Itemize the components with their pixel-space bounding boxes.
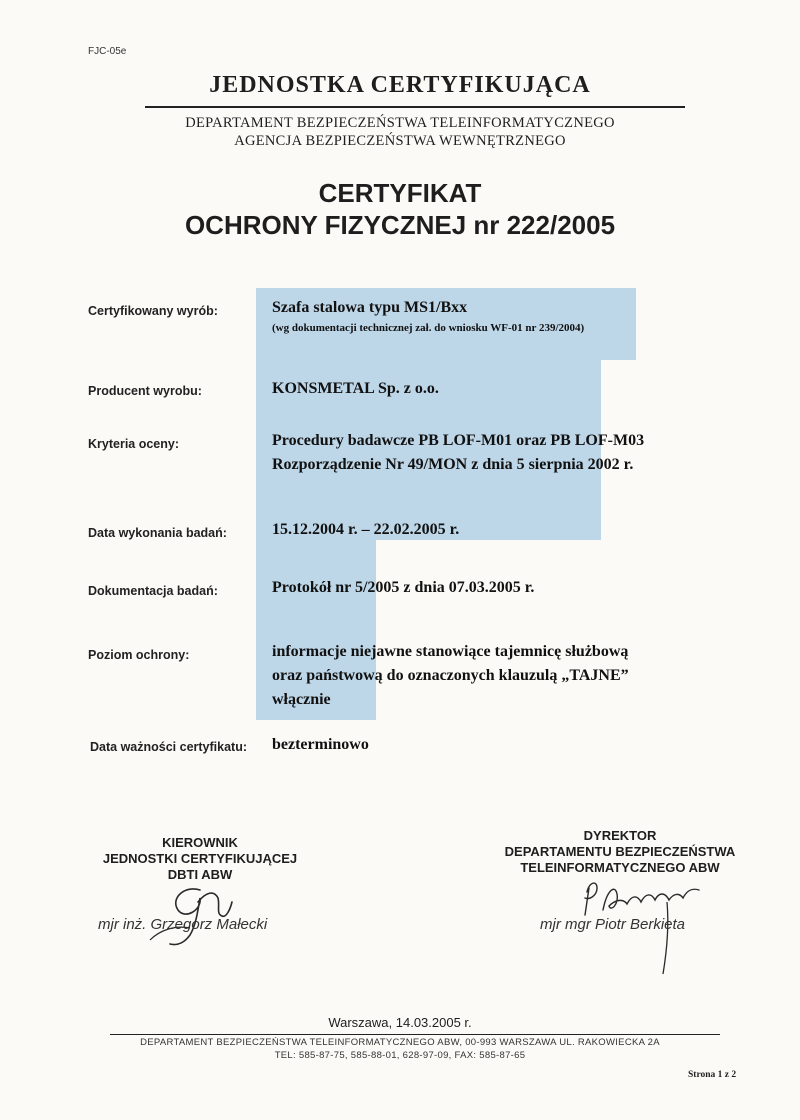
test-dates-value: 15.12.2004 r. – 22.02.2005 r. — [272, 521, 460, 538]
page-number: Strona 1 z 2 — [688, 1070, 737, 1080]
footer-phones: TEL: 585-87-75, 585-88-01, 628-97-09, FAX: 585-87-65 — [274, 1050, 526, 1061]
left-signatory-org: DBTI ABW — [167, 867, 233, 882]
title-underline — [145, 106, 685, 108]
right-signatory-title — [470, 828, 770, 876]
certificate-subtitle: OCHRONY FIZYCZNEJ nr 222/2005 — [184, 210, 616, 240]
department-name: DEPARTAMENT BEZPIECZEŃSTWA TELEINFORMATYCZNEGO — [185, 115, 615, 131]
right-signatory-org: TELEINFORMATYCZNEGO ABW — [520, 860, 720, 875]
producer-value: KONSMETAL Sp. z o.o. — [272, 380, 439, 397]
protection-level-line-3: włącznie — [272, 691, 331, 708]
agency-name: AGENCJA BEZPIECZEŃSTWA WEWNĘTRZNEGO — [234, 133, 566, 149]
right-signatory-role: DYREKTOR — [583, 828, 657, 843]
criteria-line-2: Rozporządzenie Nr 49/MON z dnia 5 sierpnia 2002 r. — [272, 456, 634, 473]
product-note: (wg dokumentacji technicznej zał. do wniosku WF-01 nr 239/2004) — [272, 322, 585, 334]
validity-label: Data ważności certyfikatu: — [90, 740, 247, 754]
product-value: Szafa stalowa typu MS1/Bxx — [272, 299, 468, 316]
test-docs-value: Protokół nr 5/2005 z dnia 07.03.2005 r. — [272, 579, 535, 596]
place-and-date: Warszawa, 14.03.2005 r. — [328, 1015, 472, 1030]
certificate-title: CERTYFIKAT — [318, 178, 482, 208]
footer-address: DEPARTAMENT BEZPIECZEŃSTWA TELEINFORMATYCZNEGO ABW, 00-993 WARSZAWA UL. RAKOWIECKA 2A — [140, 1037, 660, 1048]
left-signatory-role: KIEROWNIK — [162, 835, 238, 850]
producer-label: Producent wyrobu: — [88, 384, 202, 398]
protection-level-line-1: informacje niejawne stanowiące tajemnicę służbową — [272, 643, 629, 660]
protection-level-label: Poziom ochrony: — [88, 648, 190, 662]
form-code: FJC-05e — [88, 46, 127, 57]
right-signatory-name: mjr mgr Piotr Berkieta — [540, 916, 686, 933]
criteria-line-1: Procedury badawcze PB LOF-M01 oraz PB LOF-M03 — [272, 432, 645, 449]
left-signatory-unit: JEDNOSTKI CERTYFIKUJĄCEJ — [102, 851, 298, 866]
validity-value: bezterminowo — [272, 736, 369, 753]
left-handwritten-signature — [130, 880, 240, 950]
footer-divider — [110, 1034, 720, 1035]
protection-level-line-2: oraz państwową do oznaczonych klauzulą „TAJNE” — [272, 667, 629, 684]
product-label: Certyfikowany wyrób: — [88, 304, 218, 318]
test-dates-label: Data wykonania badań: — [88, 526, 227, 540]
criteria-label: Kryteria oceny: — [88, 437, 180, 451]
left-signatory-title — [60, 835, 340, 883]
right-signatory-unit: DEPARTAMENTU BEZPIECZEŃSTWA — [504, 844, 736, 859]
left-signatory-name: mjr inż. Grzegorz Małecki — [98, 916, 268, 933]
certification-unit-title: JEDNOSTKA CERTYFIKUJĄCA — [209, 72, 591, 98]
test-docs-label: Dokumentacja badań: — [88, 584, 218, 598]
